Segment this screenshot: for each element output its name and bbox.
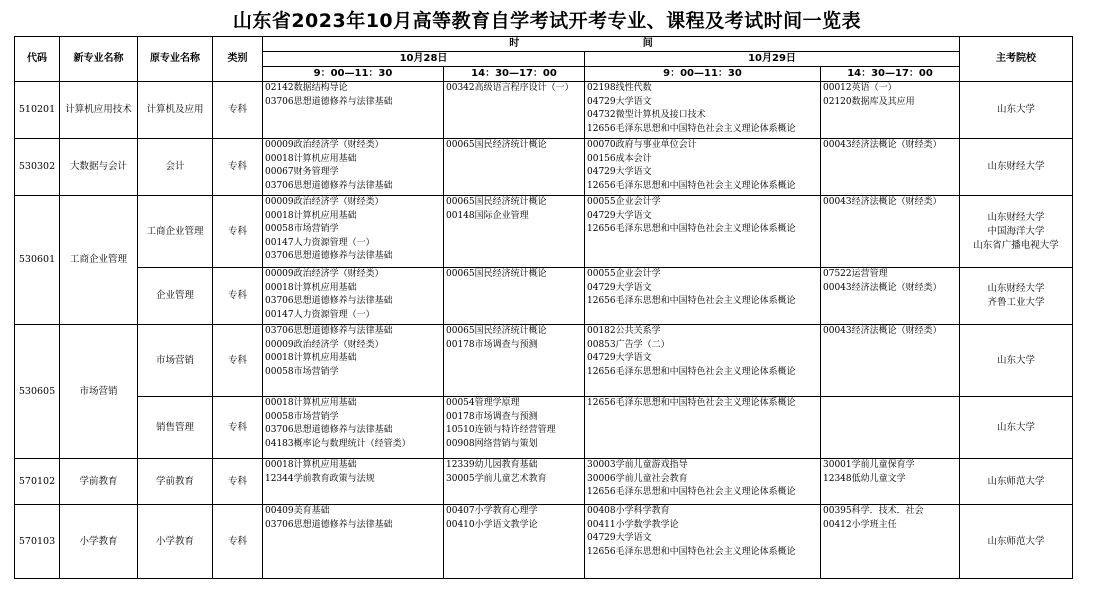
course-cell-slot-3 xyxy=(585,82,821,139)
course-item: 03706思想道德修养与法律基础 xyxy=(265,251,393,262)
course-cell-slot-1 xyxy=(263,459,444,505)
course-item: 00009政治经济学（财经类） xyxy=(265,269,384,279)
school-name: 山东财经大学 xyxy=(987,283,1045,294)
course-item: 00411小学数学教学论 xyxy=(587,519,679,530)
course-item: 00178市场调查与预测 xyxy=(446,411,538,422)
course-cell-slot-1 xyxy=(263,196,444,268)
course-cell-slot-4 xyxy=(821,196,960,268)
exam-school xyxy=(960,139,1073,196)
course-item: 30005学前儿童艺术教育 xyxy=(446,473,547,484)
course-item: 04729大学语文 xyxy=(587,167,652,178)
school-name: 山东财经大学 xyxy=(987,161,1045,172)
course-item: 00043经济法概论（财经类） xyxy=(823,326,942,336)
table-row xyxy=(15,82,1073,139)
table-row xyxy=(15,268,1073,325)
school-name: 山东师范大学 xyxy=(987,535,1045,547)
course-item: 30006学前儿童社会教育 xyxy=(587,473,688,484)
course-item: 00178市场调查与预测 xyxy=(446,339,538,350)
course-cell-slot-3 xyxy=(585,397,821,459)
course-cell-slot-2 xyxy=(444,325,585,397)
old-major-name: 计算机及应用 xyxy=(138,82,213,139)
course-item: 00067财务管理学 xyxy=(265,167,339,178)
course-item: 04183概率论与数理统计（经管类） xyxy=(265,438,411,449)
school-name: 山东省广播电视大学 xyxy=(973,239,1059,251)
course-item: 00065国民经济统计概论 xyxy=(446,140,547,150)
page-title: 山东省2023年10月高等教育自学考试开考专业、课程及考试时间一览表 xyxy=(232,10,862,32)
course-item: 00018计算机应用基础 xyxy=(265,153,357,164)
course-cell-slot-1 xyxy=(263,82,444,139)
course-item: 00395科学．技术．社会 xyxy=(823,506,924,516)
course-cell-slot-2 xyxy=(444,459,585,505)
course-item: 04729大学语文 xyxy=(587,210,652,221)
course-item: 00043经济法概论（财经类） xyxy=(823,282,942,293)
exam-school xyxy=(960,325,1073,397)
course-item: 00009政治经济学（财经类） xyxy=(265,140,384,150)
table-row xyxy=(15,196,1073,268)
course-item: 00147人力资源管理（一） xyxy=(265,309,375,320)
school-name: 山东财经大学 xyxy=(987,211,1045,223)
course-item: 00408小学科学教育 xyxy=(587,506,670,516)
new-major-name: 市场营销 xyxy=(60,325,138,459)
level-label: 专科 xyxy=(213,325,263,397)
course-item: 12344学前教育政策与法规 xyxy=(265,473,375,484)
level-label: 专科 xyxy=(213,397,263,459)
level-label: 专科 xyxy=(213,82,263,139)
course-item: 00018计算机应用基础 xyxy=(265,353,357,364)
course-cell-slot-2 xyxy=(444,505,585,579)
course-cell-slot-1 xyxy=(263,505,444,579)
course-item: 02120数据库及其应用 xyxy=(823,96,915,107)
exam-schedule-table xyxy=(14,36,1073,579)
old-major-name: 市场营销 xyxy=(138,325,213,397)
exam-school xyxy=(960,196,1073,268)
course-item: 30001学前儿童保育学 xyxy=(823,460,915,470)
table-row xyxy=(15,505,1073,579)
course-item: 00009政治经济学（财经类） xyxy=(265,339,384,350)
old-major-name: 学前教育 xyxy=(138,459,213,505)
level-label: 专科 xyxy=(213,459,263,505)
course-item: 00156成本会计 xyxy=(587,153,652,164)
old-major-name: 工商企业管理 xyxy=(138,196,213,268)
course-item: 00055企业会计学 xyxy=(587,197,661,207)
level-label: 专科 xyxy=(213,139,263,196)
course-cell-slot-3 xyxy=(585,139,821,196)
course-item: 00065国民经济统计概论 xyxy=(446,269,547,279)
course-item: 12656毛泽东思想和中国特色社会主义理论体系概论 xyxy=(587,224,796,235)
old-major-name: 会计 xyxy=(138,139,213,196)
new-major-name: 小学教育 xyxy=(60,505,138,579)
level-label: 专科 xyxy=(213,268,263,325)
course-item: 00182公共关系学 xyxy=(587,326,661,336)
course-item: 00908网络营销与策划 xyxy=(446,438,538,449)
level-label: 专科 xyxy=(213,505,263,579)
course-item: 12339幼儿园教育基础 xyxy=(446,460,538,470)
course-item: 00147人力资源管理（一） xyxy=(265,237,375,248)
course-item: 00058市场营销学 xyxy=(265,411,339,422)
course-cell-slot-1 xyxy=(263,268,444,325)
table-row xyxy=(15,397,1073,459)
header-date-oct28: 10月28日 xyxy=(263,52,585,67)
course-item: 12656毛泽东思想和中国特色社会主义理论体系概论 xyxy=(587,180,796,191)
school-name: 中国海洋大学 xyxy=(987,225,1045,237)
school-name: 山东大学 xyxy=(997,354,1036,366)
course-cell-slot-3 xyxy=(585,325,821,397)
course-item: 00148国际企业管理 xyxy=(446,210,529,221)
header-old-major: 原专业名称 xyxy=(138,37,213,82)
major-code: 570103 xyxy=(15,505,60,579)
header-code: 代码 xyxy=(15,37,60,82)
course-item: 03706思想道德修养与法律基础 xyxy=(265,180,393,191)
course-cell-slot-1 xyxy=(263,397,444,459)
old-major-name: 小学教育 xyxy=(138,505,213,579)
header-time: 时 间 xyxy=(263,37,960,52)
course-cell-slot-4 xyxy=(821,505,960,579)
major-code: 530601 xyxy=(15,196,60,325)
course-cell-slot-3 xyxy=(585,196,821,268)
course-cell-slot-4 xyxy=(821,139,960,196)
course-cell-slot-2 xyxy=(444,139,585,196)
course-item: 00018计算机应用基础 xyxy=(265,460,357,470)
course-cell-slot-1 xyxy=(263,139,444,196)
course-item: 00043经济法概论（财经类） xyxy=(823,197,942,207)
course-item: 30003学前儿童游戏指导 xyxy=(587,460,688,470)
course-item: 10510连锁与特许经营管理 xyxy=(446,425,556,436)
course-item: 00853广告学（二） xyxy=(587,339,670,350)
course-item: 00055企业会计学 xyxy=(587,269,661,279)
course-cell-slot-2 xyxy=(444,196,585,268)
course-item: 00018计算机应用基础 xyxy=(265,210,357,221)
course-item: 12656毛泽东思想和中国特色社会主义理论体系概论 xyxy=(587,296,796,307)
major-code: 530302 xyxy=(15,139,60,196)
course-item: 07522运营管理 xyxy=(823,269,888,279)
exam-school xyxy=(960,397,1073,459)
exam-school xyxy=(960,268,1073,325)
course-item: 00058市场营销学 xyxy=(265,366,339,377)
course-item: 00065国民经济统计概论 xyxy=(446,197,547,207)
school-name: 齐鲁工业大学 xyxy=(987,297,1045,308)
course-item: 03706思想道德修养与法律基础 xyxy=(265,326,393,336)
school-name: 山东师范大学 xyxy=(987,475,1045,487)
course-item: 00065国民经济统计概论 xyxy=(446,326,547,336)
table-row xyxy=(15,139,1073,196)
course-cell-slot-3 xyxy=(585,268,821,325)
course-item: 12656毛泽东思想和中国特色社会主义理论体系概论 xyxy=(587,398,796,408)
course-item: 12348低幼儿童文学 xyxy=(823,473,906,484)
course-item: 00009政治经济学（财经类） xyxy=(265,197,384,207)
table-row xyxy=(15,459,1073,505)
new-major-name: 计算机应用技术 xyxy=(60,82,138,139)
course-item: 00070政府与事业单位会计 xyxy=(587,140,697,150)
course-item: 12656毛泽东思想和中国特色社会主义理论体系概论 xyxy=(587,123,796,134)
course-item: 00043经济法概论（财经类） xyxy=(823,140,942,150)
course-item: 12656毛泽东思想和中国特色社会主义理论体系概论 xyxy=(587,366,796,377)
header-slot-1: 9：00—11：30 xyxy=(263,67,444,82)
header-school: 主考院校 xyxy=(960,37,1073,82)
old-major-name: 销售管理 xyxy=(138,397,213,459)
course-item: 04729大学语文 xyxy=(587,533,652,544)
course-cell-slot-3 xyxy=(585,505,821,579)
course-cell-slot-2 xyxy=(444,268,585,325)
course-cell-slot-2 xyxy=(444,82,585,139)
course-item: 00410小学语文教学论 xyxy=(446,519,538,530)
course-item: 04729大学语文 xyxy=(587,96,652,107)
course-item: 03706思想道德修养与法律基础 xyxy=(265,296,393,307)
level-label: 专科 xyxy=(213,196,263,268)
course-cell-slot-4 xyxy=(821,82,960,139)
header-slot-4: 14：30—17：00 xyxy=(821,67,960,82)
course-cell-slot-4 xyxy=(821,397,960,459)
course-item: 03706思想道德修养与法律基础 xyxy=(265,96,393,107)
exam-school xyxy=(960,505,1073,579)
course-cell-slot-4 xyxy=(821,325,960,397)
old-major-name: 企业管理 xyxy=(138,268,213,325)
course-cell-slot-1 xyxy=(263,325,444,397)
course-item: 00342高级语言程序设计（一） xyxy=(446,83,574,93)
exam-school xyxy=(960,82,1073,139)
header-date-oct29: 10月29日 xyxy=(585,52,960,67)
course-item: 04732微型计算机及接口技术 xyxy=(587,110,706,121)
course-item: 00407小学教育心理学 xyxy=(446,506,538,516)
new-major-name: 工商企业管理 xyxy=(60,196,138,325)
course-cell-slot-4 xyxy=(821,268,960,325)
exam-school xyxy=(960,459,1073,505)
course-item: 04729大学语文 xyxy=(587,353,652,364)
header-new-major: 新专业名称 xyxy=(60,37,138,82)
course-item: 00412小学班主任 xyxy=(823,519,897,530)
course-cell-slot-3 xyxy=(585,459,821,505)
course-item: 03706思想道德修养与法律基础 xyxy=(265,519,393,530)
course-item: 00409美育基础 xyxy=(265,506,330,516)
header-slot-3: 9：00—11：30 xyxy=(585,67,821,82)
new-major-name: 学前教育 xyxy=(60,459,138,505)
major-code: 570102 xyxy=(15,459,60,505)
course-item: 02142数据结构导论 xyxy=(265,83,348,93)
school-name: 山东大学 xyxy=(997,421,1036,433)
course-item: 12656毛泽东思想和中国特色社会主义理论体系概论 xyxy=(587,487,796,498)
course-cell-slot-4 xyxy=(821,459,960,505)
course-item: 00054管理学原理 xyxy=(446,398,520,408)
course-item: 03706思想道德修养与法律基础 xyxy=(265,425,393,436)
header-level: 类别 xyxy=(213,37,263,82)
course-item: 00018计算机应用基础 xyxy=(265,398,357,408)
major-code: 530605 xyxy=(15,325,60,459)
major-code: 510201 xyxy=(15,82,60,139)
course-item: 00012英语（一） xyxy=(823,83,897,93)
new-major-name: 大数据与会计 xyxy=(60,139,138,196)
header-slot-2: 14：30—17：00 xyxy=(444,67,585,82)
course-item: 00018计算机应用基础 xyxy=(265,282,357,293)
table-row xyxy=(15,325,1073,397)
course-item: 12656毛泽东思想和中国特色社会主义理论体系概论 xyxy=(587,546,796,557)
course-cell-slot-2 xyxy=(444,397,585,459)
course-item: 02198线性代数 xyxy=(587,83,652,93)
course-item: 00058市场营销学 xyxy=(265,224,339,235)
school-name: 山东大学 xyxy=(997,104,1036,115)
course-item: 04729大学语文 xyxy=(587,282,652,293)
